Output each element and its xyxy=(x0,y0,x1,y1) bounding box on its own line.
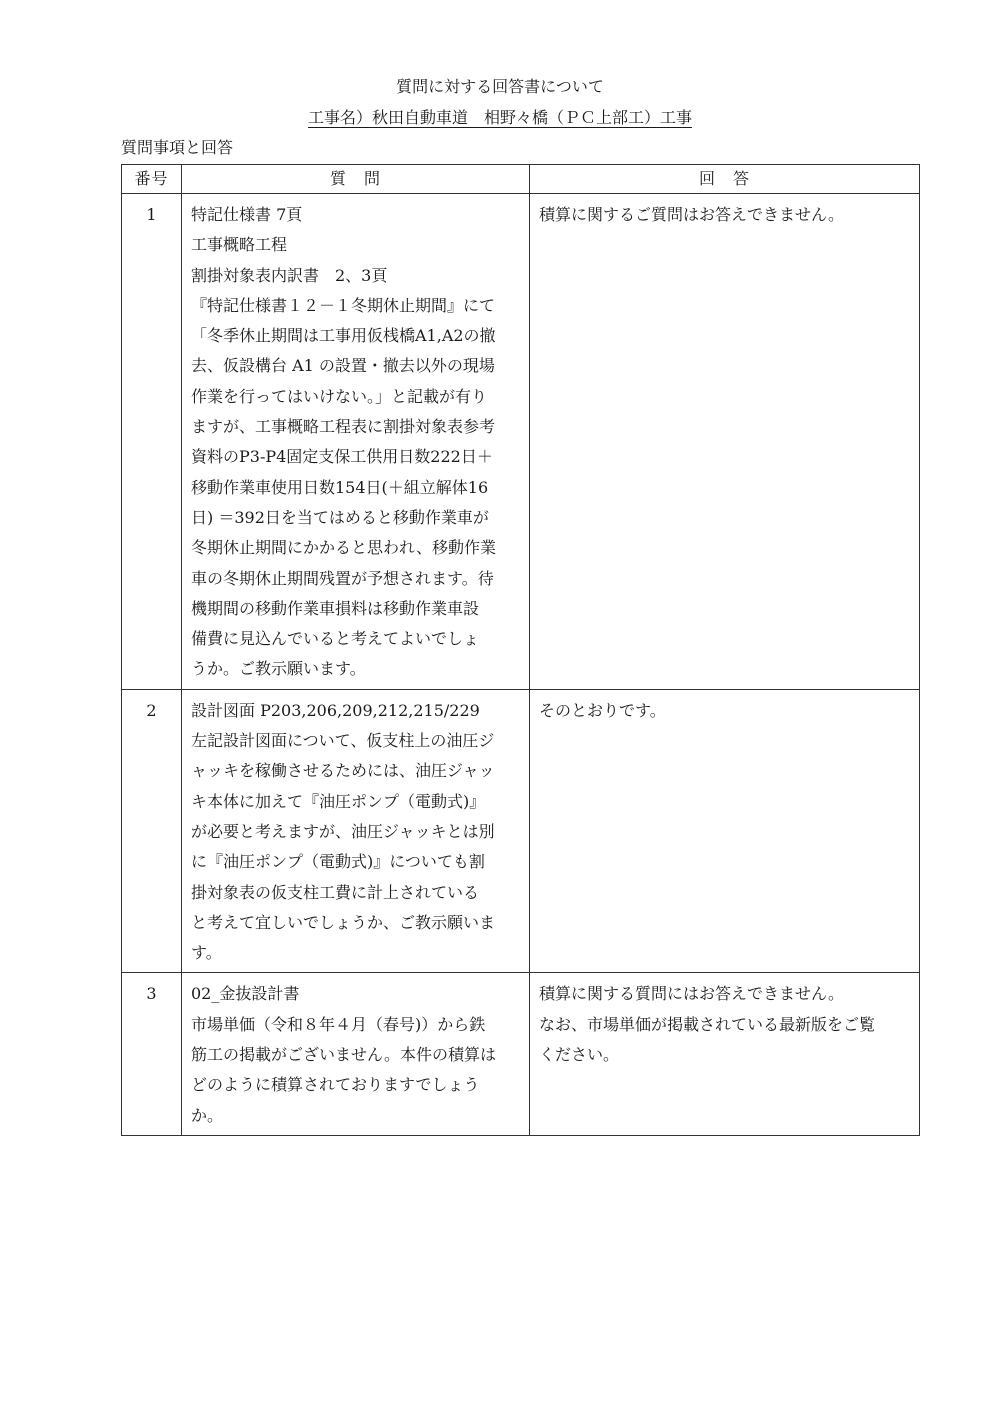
question-line: す。 xyxy=(191,943,222,963)
table-row xyxy=(122,689,920,973)
answer-cell xyxy=(530,973,920,1135)
table-row xyxy=(122,973,920,1135)
answer-line: ください。 xyxy=(539,1045,620,1065)
question-line: どのように積算されておりますでしょう xyxy=(191,1075,480,1095)
row-number: 2 xyxy=(122,689,182,973)
answer-cell xyxy=(530,194,920,690)
section-heading: 質問事項と回答 xyxy=(121,138,234,157)
question-line: 備費に見込んでいると考えてよいでしょ xyxy=(191,629,480,649)
question-line: ますが、工事概略工程表に割掛対象表参考 xyxy=(191,417,496,437)
question-line: ャッキを稼働させるためには、油圧ジャッ xyxy=(191,761,495,781)
qa-table xyxy=(121,164,920,1136)
question-line: 割掛対象表内訳書 2、3頁 xyxy=(191,265,388,285)
header-number: 番号 xyxy=(122,165,182,194)
question-line: 『特記仕様書１２－１冬期休止期間』にて xyxy=(191,295,496,315)
question-line: 02_金抜設計書 xyxy=(191,984,300,1004)
question-line: 工事概略工程 xyxy=(191,235,288,255)
question-line: 冬期休止期間にかかると思われ、移動作業 xyxy=(191,538,496,558)
answer-cell xyxy=(530,689,920,973)
question-line: 設計図面 P203,206,209,212,215/229 xyxy=(191,700,480,720)
question-line: 市場単価（令和８年４月（春号)）から鉄 xyxy=(191,1014,486,1034)
question-line: 筋工の掲載がございません。本件の積算は xyxy=(191,1045,496,1065)
question-line: か。 xyxy=(191,1105,224,1125)
question-line: 作業を行ってはいけない。」と記載が有り xyxy=(191,386,488,406)
question-line: キ本体に加えて『油圧ポンプ（電動式)』 xyxy=(191,791,486,811)
question-line: 移動作業車使用日数154日(＋組立解体16 xyxy=(191,477,489,497)
question-line: 日) ＝392日を当てはめると移動作業車が xyxy=(191,507,489,527)
project-title-text: 工事名）秋田自動車道 相野々橋（ＰＣ上部工）工事 xyxy=(307,108,692,127)
question-line: 掛対象表の仮支柱工費に計上されている xyxy=(191,882,480,902)
question-cell xyxy=(182,973,530,1135)
question-line: と考えて宜しいでしょうか、ご教示願いま xyxy=(191,912,496,932)
question-line: 左記設計図面について、仮支柱上の油圧ジ xyxy=(191,731,495,751)
row-number: 3 xyxy=(122,973,182,1135)
question-line: が必要と考えますが、油圧ジャッキとは別 xyxy=(191,821,495,841)
question-cell xyxy=(182,194,530,690)
answer-line: そのとおりです。 xyxy=(539,700,666,720)
answer-line: 積算に関する質問にはお答えできません。 xyxy=(539,984,844,1004)
question-line: うか。ご教示願います。 xyxy=(191,659,366,679)
question-line: 機期間の移動作業車損料は移動作業車設 xyxy=(191,598,480,618)
question-line: 去、仮設構台 A1 の設置・撤去以外の現場 xyxy=(191,356,495,376)
document-title: 質問に対する回答書について xyxy=(396,77,604,96)
table-header-row xyxy=(122,165,920,194)
question-cell xyxy=(182,689,530,973)
question-line: 「冬季休止期間は工事用仮桟橋A1,A2の撤 xyxy=(191,326,496,346)
question-line: 車の冬期休止期間残置が予想されます。待 xyxy=(191,568,494,588)
answer-line: なお、市場単価が掲載されている最新版をご覧 xyxy=(539,1014,876,1034)
question-line: 資料のP3-P4固定支保工供用日数222日＋ xyxy=(191,447,493,467)
question-line: に『油圧ポンプ（電動式)』についても割 xyxy=(191,852,485,872)
header-question: 質 問 xyxy=(182,165,530,194)
row-number: 1 xyxy=(122,194,182,690)
table-row xyxy=(122,194,920,690)
question-line: 特記仕様書 7頁 xyxy=(191,205,303,224)
project-title xyxy=(0,106,1000,130)
answer-line: 積算に関するご質問はお答えできません。 xyxy=(539,205,844,224)
header-answer: 回 答 xyxy=(530,165,920,194)
